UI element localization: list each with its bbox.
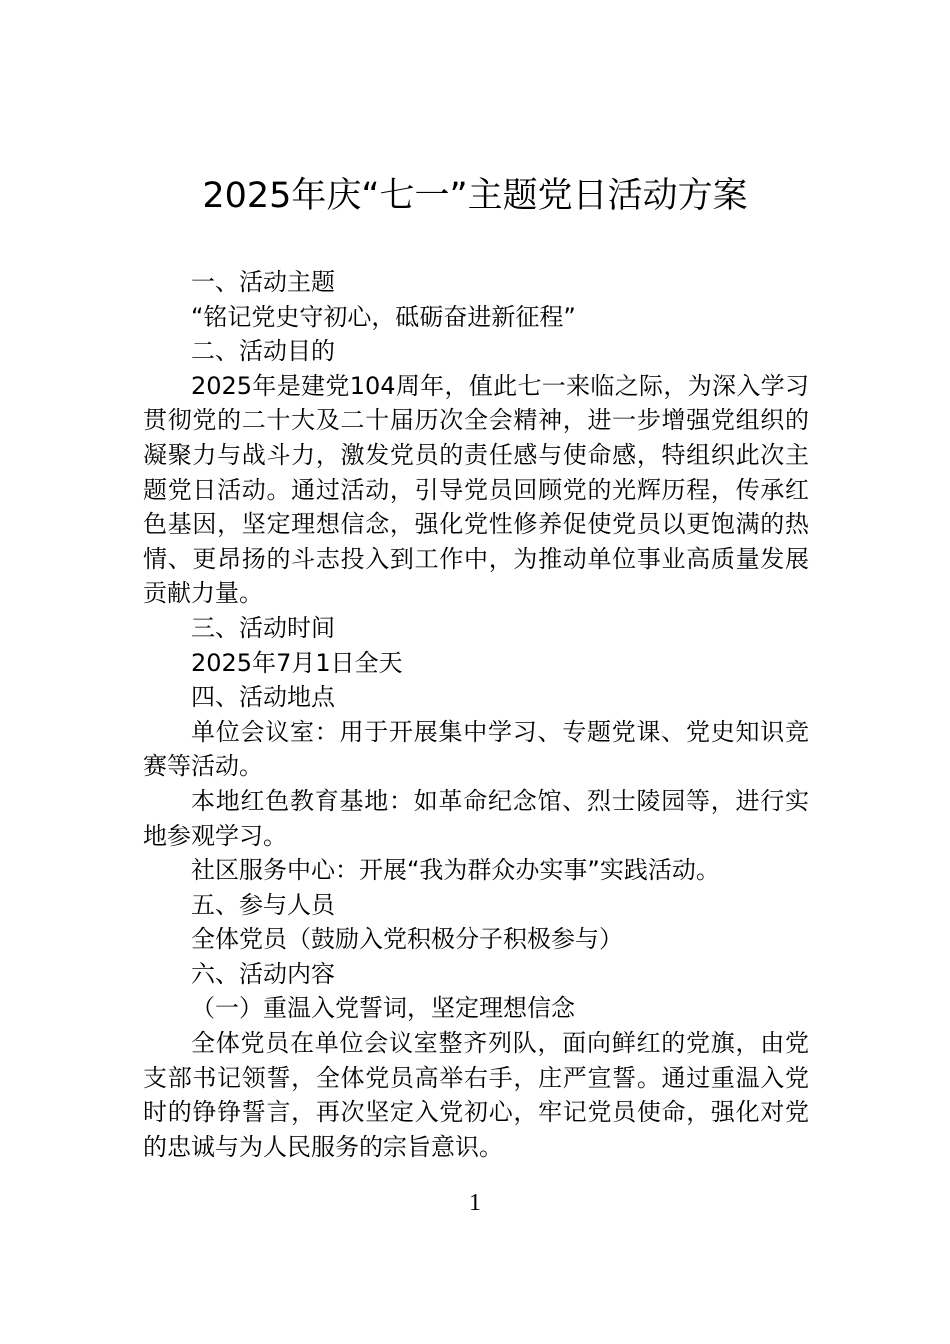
document-body <box>143 265 809 1164</box>
section-heading-purpose: 二、活动目的 <box>191 337 335 366</box>
location-community-center: 社区服务中心：开展“我为群众办实事”实践活动。 <box>191 856 720 885</box>
section-heading-location: 四、活动地点 <box>191 683 335 712</box>
activity-date: 2025年7月1日全天 <box>191 648 403 677</box>
theme-slogan: “铭记党史守初心，砥砺奋进新征程” <box>191 302 576 331</box>
section-heading-participants: 五、参与人员 <box>191 890 335 919</box>
purpose-paragraph: 2025年是建党104周年，值此七一来临之际，为深入学习贯彻党的二十大及二十届历次全会精神，进一步增强党组织的凝聚力与战斗力，激发党员的责任感与使命感，特组织此次主题党日活动。通过活动，引导党员回顾党的光辉历程，传承红色基因，坚定理想信念，强化党性修养促使党员以更饱满的热情、更昂扬的斗志投入到工作中，为推动单位事业高质量发展贡献力量。 <box>143 371 809 608</box>
section-heading-time: 三、活动时间 <box>191 613 335 642</box>
document-title: 2025年庆“七一”主题党日活动方案 <box>202 176 748 216</box>
section-heading-theme: 一、活动主题 <box>191 268 335 296</box>
page-number: 1 <box>469 1190 481 1216</box>
participants-paragraph: 全体党员（鼓励入党积极分子积极参与） <box>191 925 623 954</box>
section-heading-content: 六、活动内容 <box>191 959 335 988</box>
subsection-heading-oath: （一）重温入党誓词，坚定理想信念 <box>191 994 575 1023</box>
location-red-education-base: 本地红色教育基地：如革命纪念馆、烈士陵园等，进行实地参观学习。 <box>143 786 809 850</box>
oath-paragraph: 全体党员在单位会议室整齐列队，面向鲜红的党旗，由党支部书记领誓，全体党员高举右手，庄严宣誓。通过重温入党时的铮铮誓言，再次坚定入党初心，牢记党员使命，强化对党的忠诚与为人民服务的宗旨意识。 <box>143 1029 809 1161</box>
location-meeting-room: 单位会议室：用于开展集中学习、专题党课、党史知识竞赛等活动。 <box>143 717 809 781</box>
